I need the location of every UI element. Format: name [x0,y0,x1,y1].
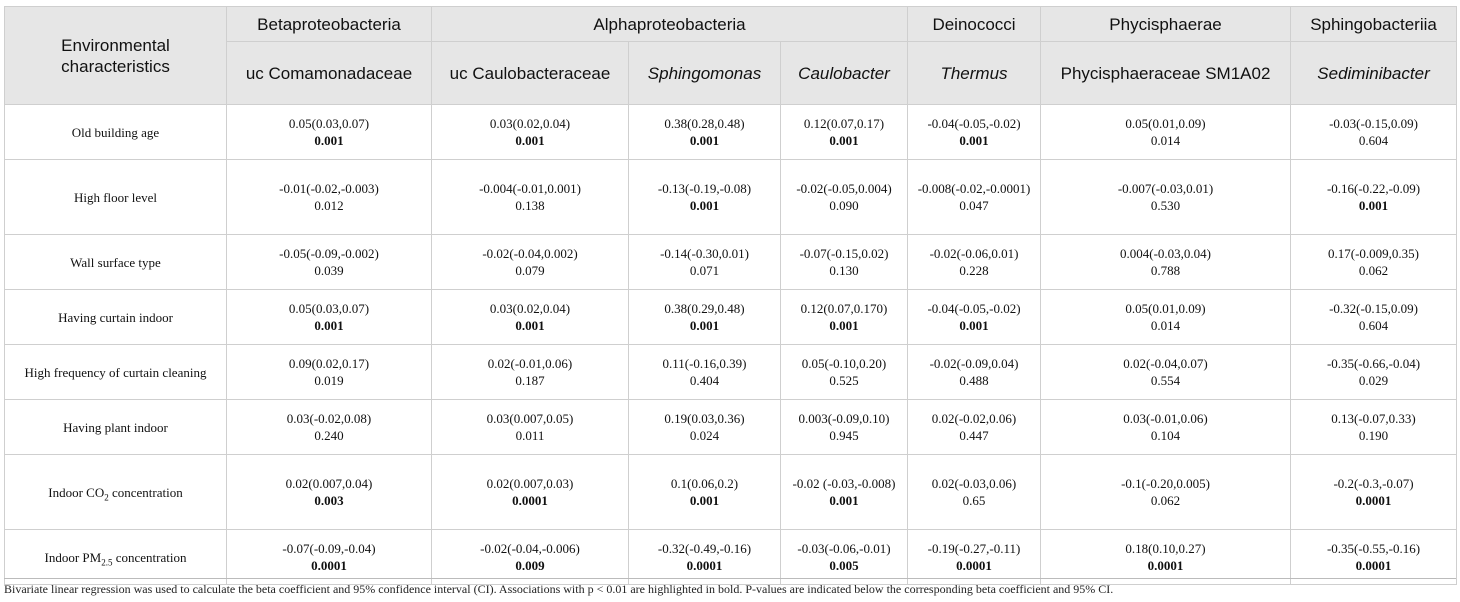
table-cell [781,530,908,585]
p-value: 0.062 [1150,493,1181,508]
p-value: 0.029 [1358,373,1389,388]
row-label [5,105,227,160]
row-label-subscript: 2 [104,492,109,503]
table-cell [781,290,908,345]
p-value: 0.019 [314,373,344,388]
p-value: 0.604 [1358,318,1389,333]
p-value: 0.138 [515,198,545,213]
p-value: 0.65 [962,493,986,508]
table-cell [227,160,432,235]
table-row [5,160,1457,235]
table-cell [432,345,629,400]
p-value: 0.788 [1150,263,1181,278]
beta-ci-value: 0.12(0.07,0.170) [800,301,888,316]
table-cell [432,105,629,160]
beta-ci-value: 0.03(-0.01,0.06) [1123,411,1208,426]
table-header [5,7,1457,105]
table-cell [1041,105,1291,160]
p-value: 0.0001 [512,493,548,508]
table-cell [432,160,629,235]
p-value: 0.001 [314,318,344,333]
p-value: 0.001 [829,318,859,333]
row-label-text: High frequency of curtain cleaning [24,364,207,380]
p-value: 0.001 [829,493,859,508]
table-row [5,235,1457,290]
table-cell [629,345,781,400]
table-cell [908,530,1041,585]
beta-ci-value: 0.03(0.007,0.05) [486,411,574,426]
p-value: 0.001 [515,133,545,148]
taxon-header: uc Caulobacteraceae [432,42,629,105]
table-cell [227,345,432,400]
p-value: 0.0001 [1355,558,1392,573]
table-cell [1291,345,1457,400]
class-header-betaproteobacteria: Betaproteobacteria [227,7,432,42]
p-value: 0.014 [1150,318,1181,333]
taxon-header: Caulobacter [781,42,908,105]
beta-ci-value: -0.16(-0.22,-0.09) [1326,181,1421,196]
table-cell [1291,400,1457,455]
p-value: 0.001 [689,133,720,148]
row-label-text: Indoor CO [48,484,105,500]
table-cell [432,400,629,455]
p-value: 0.001 [829,133,859,148]
p-value: 0.003 [314,493,344,508]
beta-ci-value: 0.05(0.01,0.09) [1125,301,1206,316]
table-cell [1291,455,1457,530]
row-label [5,345,227,400]
row-label [5,400,227,455]
beta-ci-value: -0.35(-0.66,-0.04) [1326,356,1421,371]
table-cell [227,530,432,585]
table-cell [227,400,432,455]
table-cell [227,290,432,345]
table-cell [432,235,629,290]
p-value: 0.079 [515,263,545,278]
table-cell [432,290,629,345]
row-label-text: Wall surface type [70,254,161,270]
class-header-alphaproteobacteria: Alphaproteobacteria [432,7,908,42]
table-cell [781,235,908,290]
beta-ci-value: 0.02(-0.04,0.07) [1123,356,1208,371]
taxon-header: uc Comamonadaceae [227,42,432,105]
table-cell [1041,345,1291,400]
p-value: 0.011 [515,428,545,443]
table-cell [1291,530,1457,585]
table-cell [1041,400,1291,455]
beta-ci-value: -0.03(-0.06,-0.01) [797,541,891,556]
class-header-phycisphaerae: Phycisphaerae [1041,7,1291,42]
table-cell [227,105,432,160]
p-value: 0.001 [1358,198,1389,213]
beta-ci-value: -0.32(-0.49,-0.16) [657,541,752,556]
row-label-text: High floor level [73,189,158,205]
row-label-text: Having plant indoor [63,419,168,435]
beta-ci-value: -0.01(-0.02,-0.003) [279,181,379,196]
table-cell [1041,160,1291,235]
table-row [5,290,1457,345]
beta-ci-value: -0.03(-0.15,0.09) [1329,116,1418,131]
beta-ci-value: 0.003(-0.09,0.10) [798,411,890,426]
env-characteristics-header: Environmental characteristics [5,7,227,105]
beta-ci-value: 0.02(-0.01,0.06) [487,356,573,371]
row-label [5,290,227,345]
taxon-header: Thermus [908,42,1041,105]
beta-ci-value: 0.004(-0.03,0.04) [1120,246,1212,261]
beta-ci-value: 0.02(-0.02,0.06) [931,411,1017,426]
beta-ci-value: -0.13(-0.19,-0.08) [657,181,752,196]
row-label [5,160,227,235]
beta-ci-value: 0.05(0.03,0.07) [288,116,370,131]
beta-ci-value: -0.07(-0.15,0.02) [799,246,889,261]
table-cell [629,105,781,160]
p-value: 0.488 [959,373,989,388]
table-cell [1291,235,1457,290]
regression-table [4,6,1457,585]
beta-ci-value: -0.004(-0.01,0.001) [479,181,581,196]
p-value: 0.039 [314,263,344,278]
table-cell [908,105,1041,160]
table-cell [629,160,781,235]
table-cell [227,235,432,290]
p-value: 0.071 [689,263,720,278]
table-cell [908,235,1041,290]
p-value: 0.009 [515,558,545,573]
beta-ci-value: 0.18(0.10,0.27) [1125,541,1206,556]
row-label [5,235,227,290]
beta-ci-value: -0.02(-0.04,-0.006) [480,541,580,556]
p-value: 0.0001 [956,558,992,573]
p-value: 0.404 [689,373,720,388]
p-value: 0.001 [689,318,720,333]
table-cell [1041,235,1291,290]
table-row [5,455,1457,530]
p-value: 0.525 [829,373,859,388]
row-label-text: Indoor PM [44,549,102,565]
p-value: 0.014 [1150,133,1181,148]
beta-ci-value: -0.32(-0.15,0.09) [1329,301,1418,316]
p-value: 0.047 [959,198,989,213]
p-value: 0.090 [829,198,859,213]
table-cell [781,400,908,455]
beta-ci-value: 0.1(0.06,0.2) [670,476,739,491]
table-row [5,400,1457,455]
row-label-tail: concentration [112,549,187,565]
beta-ci-value: 0.09(0.02,0.17) [288,356,370,371]
beta-ci-value: 0.03(0.02,0.04) [489,116,571,131]
p-value: 0.001 [314,133,344,148]
beta-ci-value: -0.07(-0.09,-0.04) [282,541,376,556]
beta-ci-value: -0.02(-0.06,0.01) [929,246,1019,261]
beta-ci-value: -0.008(-0.02,-0.0001) [917,181,1031,196]
taxon-header: Sediminibacter [1291,42,1457,105]
p-value: 0.190 [1358,428,1389,443]
table-cell [908,345,1041,400]
p-value: 0.062 [1358,263,1389,278]
p-value: 0.024 [689,428,720,443]
table-cell [629,455,781,530]
beta-ci-value: -0.14(-0.30,0.01) [660,246,749,261]
table-cell [629,290,781,345]
table-cell [781,105,908,160]
p-value: 0.001 [515,318,545,333]
p-value: 0.0001 [1147,558,1184,573]
class-header-sphingobacteriia: Sphingobacteriia [1291,7,1457,42]
row-label [5,455,227,530]
table-cell [908,290,1041,345]
beta-ci-value: 0.11(-0.16,0.39) [662,356,747,371]
table-cell [629,235,781,290]
p-value: 0.554 [1150,373,1181,388]
beta-ci-value: -0.04(-0.05,-0.02) [927,116,1021,131]
table-cell [781,160,908,235]
beta-ci-value: 0.17(-0.009,0.35) [1328,246,1420,261]
table-cell [1041,290,1291,345]
table-row [5,530,1457,585]
row-label [5,530,227,585]
p-value: 0.001 [959,133,989,148]
p-value: 0.012 [314,198,344,213]
p-value: 0.0001 [311,558,347,573]
table-cell [781,345,908,400]
table-cell [908,400,1041,455]
beta-ci-value: -0.02(-0.05,0.004) [796,181,892,196]
beta-ci-value: -0.35(-0.55,-0.16) [1326,541,1421,556]
table-row [5,105,1457,160]
p-value: 0.447 [959,428,989,443]
row-label-tail: concentration [108,484,183,500]
beta-ci-value: 0.03(0.02,0.04) [489,301,571,316]
p-value: 0.945 [829,428,859,443]
table-cell [432,455,629,530]
table-cell [1041,530,1291,585]
table-cell [1291,160,1457,235]
beta-ci-value: 0.05(0.03,0.07) [288,301,370,316]
table-cell [1291,290,1457,345]
beta-ci-value: 0.38(0.28,0.48) [664,116,745,131]
table-cell [629,530,781,585]
table-cell [432,530,629,585]
p-value: 0.240 [314,428,344,443]
p-value: 0.530 [1150,198,1181,213]
beta-ci-value: 0.38(0.29,0.48) [664,301,745,316]
p-value: 0.104 [1150,428,1181,443]
beta-ci-value: 0.05(0.01,0.09) [1125,116,1206,131]
table-body [5,105,1457,585]
table-cell [1291,105,1457,160]
p-value: 0.0001 [1355,493,1392,508]
beta-ci-value: -0.02 (-0.03,-0.008) [792,476,896,491]
table-cell [908,160,1041,235]
beta-ci-value: -0.02(-0.04,0.002) [482,246,578,261]
p-value: 0.187 [515,373,545,388]
beta-ci-value: -0.19(-0.27,-0.11) [927,541,1021,556]
table-cell [908,455,1041,530]
beta-ci-value: 0.02(0.007,0.03) [486,476,574,491]
table-cell [629,400,781,455]
taxon-header: Sphingomonas [629,42,781,105]
p-value: 0.001 [959,318,989,333]
table-cell [1041,455,1291,530]
beta-ci-value: -0.1(-0.20,0.005) [1121,476,1210,491]
p-value: 0.005 [829,558,859,573]
beta-ci-value: -0.007(-0.03,0.01) [1117,181,1214,196]
taxon-header: Phycisphaeraceae SM1A02 [1041,42,1291,105]
p-value: 0.228 [959,263,989,278]
table-cell [227,455,432,530]
beta-ci-value: 0.02(-0.03,0.06) [931,476,1017,491]
p-value: 0.001 [689,198,720,213]
table-row [5,345,1457,400]
table-cell [781,455,908,530]
class-header-row [5,7,1457,42]
table-footnote: Bivariate linear regression was used to calculate the beta coefficient and 95% confidence interval (CI). Associations with p < 0.01 are highlighted in bold. P-values are indicated below the corresponding beta coefficient and 95% CI. [4,578,1456,597]
beta-ci-value: 0.19(0.03,0.36) [664,411,745,426]
beta-ci-value: -0.02(-0.09,0.04) [929,356,1019,371]
p-value: 0.0001 [686,558,723,573]
beta-ci-value: 0.13(-0.07,0.33) [1331,411,1416,426]
class-header-deinococci: Deinococci [908,7,1041,42]
p-value: 0.001 [689,493,720,508]
beta-ci-value: -0.05(-0.09,-0.002) [279,246,379,261]
row-label-subscript: 2.5 [101,557,113,568]
beta-ci-value: -0.04(-0.05,-0.02) [927,301,1021,316]
row-label-text: Having curtain indoor [58,309,173,325]
beta-ci-value: 0.03(-0.02,0.08) [286,411,372,426]
regression-table-container [4,6,1456,585]
beta-ci-value: 0.05(-0.10,0.20) [801,356,887,371]
row-label-text: Old building age [71,124,160,140]
beta-ci-value: -0.2(-0.3,-0.07) [1333,476,1414,491]
beta-ci-value: 0.02(0.007,0.04) [285,476,373,491]
p-value: 0.604 [1358,133,1389,148]
p-value: 0.130 [829,263,859,278]
beta-ci-value: 0.12(0.07,0.17) [803,116,885,131]
